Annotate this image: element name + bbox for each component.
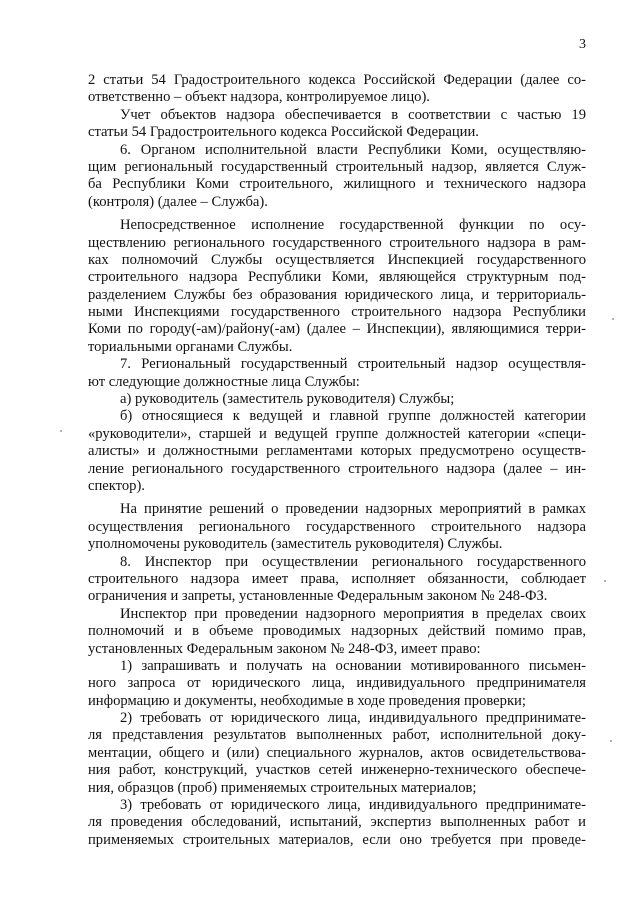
text-line: строительного надзора имеет права, исполняет обязанности, соблюдает (88, 570, 586, 587)
scan-speck (612, 318, 614, 320)
text-line: «руководители», старшей и ведущей группе должностей категории «специ- (88, 425, 586, 442)
text-line: 2 статьи 54 Градостроительного кодекса Российской Федерации (далее со- (88, 72, 586, 88)
scan-speck (610, 740, 612, 742)
text-line: Непосредственное исполнение государственной функции по осу- (120, 217, 586, 234)
text-line: б) относящиеся к ведущей и главной группе должностей категории (120, 408, 586, 425)
text-line: ление регионального государственного строительного надзора (далее – ин- (88, 460, 586, 477)
text-line: ках полномочий Службы осуществляется Инспекцией государственного (88, 251, 586, 268)
text-line: ля проведения обследований, испытаний, экспертиз выполненных работ и (88, 814, 586, 831)
text-line: осуществления регионального государственного строительного надзора (88, 518, 586, 535)
text-line: 1) запрашивать и получать на основании мотивированного письмен- (120, 657, 586, 674)
text-line: ществлению регионального государственного строительного надзора в рам- (88, 234, 586, 251)
text-line: (контроля) (далее – Служба). (88, 193, 268, 210)
text-line: Коми по городу(-ам)/району(-ам) (далее – Инспекции), являющимися терри- (88, 321, 586, 338)
text-line: ментации, общего и (или) специального журналов, актов освидетельствова- (88, 744, 586, 761)
text-line: ными Инспекциями государственного строительного надзора Республики (88, 304, 586, 321)
text-line: ограничения и запреты, установленные Федеральным законом № 248-ФЗ. (88, 588, 548, 605)
text-line: 2) требовать от юридического лица, индивидуального предпринимате- (120, 710, 586, 727)
text-line: ния, образцов (проб) применяемых строительных материалов; (88, 779, 477, 796)
text-line: ного запроса от юридического лица, индивидуального предпринимателя (88, 675, 586, 692)
text-line: полномочий и в объеме проводимых надзорных действий помимо прав, (88, 623, 586, 640)
text-line: статьи 54 Градостроительного кодекса Российской Федерации. (88, 124, 479, 141)
text-line: а) руководитель (заместитель руководителя) Службы; (120, 391, 455, 408)
text-line: ба Республики Коми строительного, жилищного и технического надзора (88, 176, 586, 193)
scan-speck (604, 580, 606, 582)
text-line: На принятие решений о проведении надзорных мероприятий в рамках (120, 501, 586, 518)
page-number: 3 (579, 37, 586, 52)
text-line: спектор). (88, 477, 145, 494)
scan-speck (60, 430, 62, 432)
text-line: применяемых строительных материалов, если оно требуется при проведе- (88, 831, 586, 848)
text-line: строительного надзора Республики Коми, являющейся структурным под- (88, 269, 586, 286)
text-line: 8. Инспектор при осуществлении регионального государственного (120, 553, 586, 570)
text-line: ториальными органами Службы. (88, 338, 293, 355)
text-line: информацию и документы, необходимые в ходе проведения проверки; (88, 692, 526, 709)
text-line: установленных Федеральным законом № 248-ФЗ, имеет право: (88, 640, 481, 657)
text-line: ют следующие должностные лица Службы: (88, 373, 360, 390)
text-line: ния работ, конструкций, участков сетей инженерно-технического обеспече- (88, 762, 586, 779)
text-line: ответственно – объект надзора, контролируемое лицо). (88, 89, 430, 106)
text-line: разделением Службы без образования юридического лица, и территориаль- (88, 286, 586, 303)
text-line: алисты» и должностными регламентами которых предусмотрено осуществ- (88, 443, 586, 460)
text-line: Инспектор при проведении надзорного мероприятия в пределах своих (120, 605, 586, 622)
text-line: Учет объектов надзора обеспечивается в соответствии с частью 19 (120, 106, 586, 123)
text-line: 3) требовать от юридического лица, индивидуального предпринимате- (120, 797, 586, 814)
text-line: уполномочены руководитель (заместитель руководителя) Службы. (88, 536, 503, 553)
document-body (88, 72, 586, 849)
text-line: 7. Региональный государственный строительный надзор осуществля- (120, 356, 586, 373)
text-line: ля представления результатов выполненных работ, исполнительной доку- (88, 727, 586, 744)
text-line: щим региональный государственный строительный надзор, является Служ- (88, 158, 586, 175)
text-line: 6. Органом исполнительной власти Республики Коми, осуществляю- (120, 141, 586, 158)
